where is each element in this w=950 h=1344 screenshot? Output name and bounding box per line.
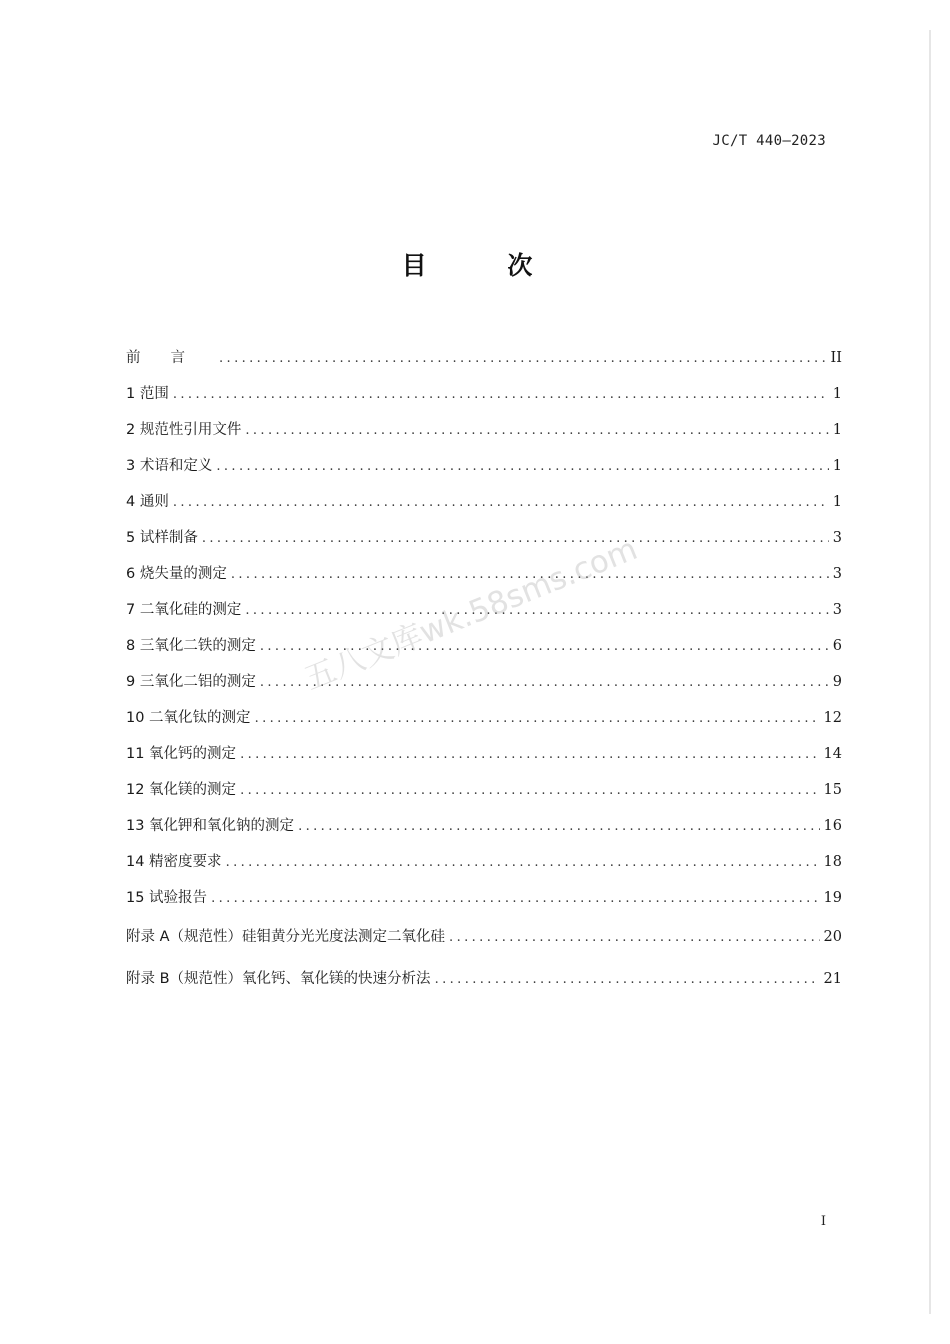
toc-entry-label: 2 规范性引用文件 <box>126 422 242 438</box>
toc-entry-page: 6 <box>832 638 842 654</box>
dot-leader <box>211 891 819 906</box>
toc-entry-magnesium-oxide[interactable] <box>126 778 842 814</box>
dot-leader <box>260 639 829 654</box>
toc-entry-label: 附录 A（规范性）硅钼黄分光光度法测定二氧化硅 <box>126 929 446 945</box>
dot-leader <box>231 567 829 582</box>
toc-entry-label: 10 二氧化钛的测定 <box>126 710 251 726</box>
dot-leader <box>219 351 827 366</box>
toc-entry-label: 12 氧化镁的测定 <box>126 782 237 798</box>
toc-entry-label: 7 二氧化硅的测定 <box>126 602 242 618</box>
toc-entry-label: 前言 <box>126 350 215 366</box>
toc-entry-page: 1 <box>832 422 842 438</box>
toc-entry-label: 9 三氧化二铝的测定 <box>126 674 256 690</box>
dot-leader <box>202 531 829 546</box>
dot-leader <box>260 675 829 690</box>
toc-entry-normative-references[interactable] <box>126 418 842 454</box>
toc-entry-page: 1 <box>832 458 842 474</box>
toc-entry-page: 14 <box>823 746 842 762</box>
toc-entry-loss-on-ignition[interactable] <box>126 562 842 598</box>
toc-entry-alumina[interactable] <box>126 670 842 706</box>
toc-entry-page: 3 <box>832 530 842 546</box>
toc-entry-appendix-b[interactable] <box>126 967 842 1009</box>
toc-entry-label: 4 通则 <box>126 494 169 510</box>
toc-entry-page: 21 <box>823 971 842 987</box>
toc-entry-foreword[interactable] <box>126 346 842 382</box>
toc-entry-page: 12 <box>823 710 842 726</box>
toc-entry-potassium-sodium-oxide[interactable] <box>126 814 842 850</box>
toc-entry-calcium-oxide[interactable] <box>126 742 842 778</box>
dot-leader <box>240 783 819 798</box>
watermark: 五八文库wk.58sms.com <box>299 531 643 698</box>
toc-entry-page: 3 <box>832 602 842 618</box>
toc-entry-page: 1 <box>832 494 842 510</box>
toc-entry-label: 5 试样制备 <box>126 530 198 546</box>
toc-entry-page: 20 <box>823 929 842 945</box>
toc-entry-label: 13 氧化钾和氧化钠的测定 <box>126 818 295 834</box>
table-of-contents <box>126 346 842 1009</box>
toc-entry-terms[interactable] <box>126 454 842 490</box>
dot-leader <box>226 855 820 870</box>
toc-entry-iron-oxide[interactable] <box>126 634 842 670</box>
toc-entry-sample-preparation[interactable] <box>126 526 842 562</box>
toc-entry-page: 16 <box>823 818 842 834</box>
document-code: JC/T 440—2023 <box>712 133 826 149</box>
toc-entry-general[interactable] <box>126 490 842 526</box>
page-edge-divider <box>929 30 931 1314</box>
dot-leader <box>216 459 828 474</box>
toc-entry-silica[interactable] <box>126 598 842 634</box>
dot-leader <box>298 819 819 834</box>
toc-entry-label: 8 三氧化二铁的测定 <box>126 638 256 654</box>
toc-entry-page: 15 <box>823 782 842 798</box>
toc-entry-label: 6 烧失量的测定 <box>126 566 227 582</box>
toc-entry-scope[interactable] <box>126 382 842 418</box>
toc-entry-label: 11 氧化钙的测定 <box>126 746 237 762</box>
toc-entry-page: 18 <box>823 854 842 870</box>
toc-entry-titania[interactable] <box>126 706 842 742</box>
dot-leader <box>240 747 819 762</box>
toc-entry-label: 1 范围 <box>126 386 169 402</box>
dot-leader <box>255 711 820 726</box>
toc-entry-precision[interactable] <box>126 850 842 886</box>
toc-entry-label: 3 术语和定义 <box>126 458 213 474</box>
dot-leader <box>435 972 820 987</box>
toc-entry-page: 19 <box>823 890 842 906</box>
dot-leader <box>245 423 828 438</box>
dot-leader <box>173 387 829 402</box>
dot-leader <box>173 495 829 510</box>
dot-leader <box>245 603 828 618</box>
page-number: I <box>820 1214 826 1229</box>
toc-entry-label: 14 精密度要求 <box>126 854 222 870</box>
toc-entry-page: 3 <box>832 566 842 582</box>
dot-leader <box>449 930 820 945</box>
toc-entry-page: 9 <box>832 674 842 690</box>
toc-title: 目 次 <box>401 251 569 280</box>
toc-entry-label: 15 试验报告 <box>126 890 208 906</box>
toc-entry-page: II <box>830 350 842 366</box>
toc-entry-page: 1 <box>832 386 842 402</box>
toc-entry-label: 附录 B（规范性）氧化钙、氧化镁的快速分析法 <box>126 971 431 987</box>
toc-entry-test-report[interactable] <box>126 886 842 922</box>
toc-entry-appendix-a[interactable] <box>126 925 842 967</box>
